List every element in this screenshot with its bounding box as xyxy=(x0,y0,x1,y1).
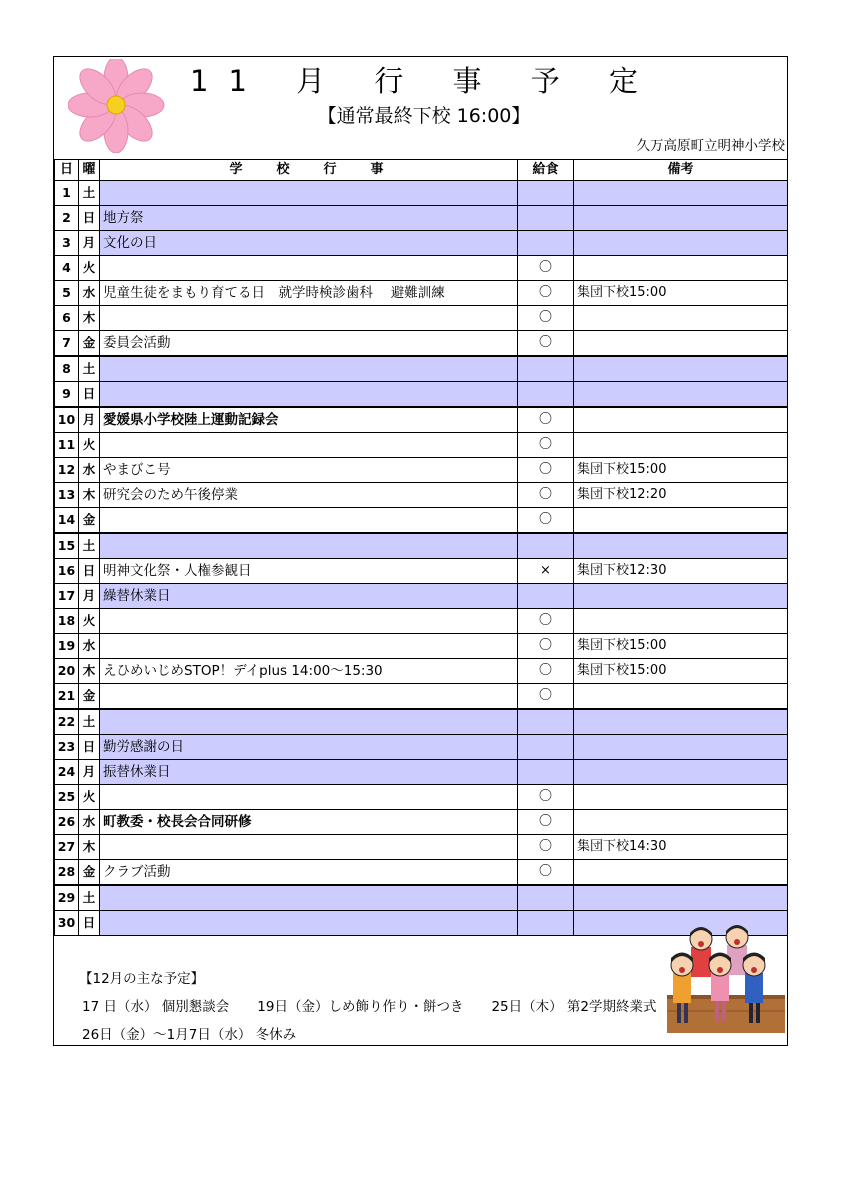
table-row xyxy=(55,382,788,408)
event-cell: 振替休業日 xyxy=(100,760,518,785)
weekday-cell: 土 xyxy=(79,533,100,559)
schedule-table xyxy=(54,159,788,936)
note-cell xyxy=(574,206,788,231)
day-cell: 19 xyxy=(55,634,79,659)
note-cell xyxy=(574,760,788,785)
note-cell xyxy=(574,508,788,534)
note-cell xyxy=(574,609,788,634)
event-cell: 地方祭 xyxy=(100,206,518,231)
event-cell: 明神文化祭・人権参観日 xyxy=(100,559,518,584)
note-cell xyxy=(574,407,788,433)
note-cell: 集団下校12:20 xyxy=(574,483,788,508)
lunch-cell: 〇 xyxy=(518,609,574,634)
day-cell: 16 xyxy=(55,559,79,584)
event-cell xyxy=(100,306,518,331)
weekday-cell: 土 xyxy=(79,181,100,206)
header-note: 備考 xyxy=(574,160,788,181)
lunch-cell: 〇 xyxy=(518,860,574,886)
day-cell: 26 xyxy=(55,810,79,835)
lunch-cell: 〇 xyxy=(518,407,574,433)
weekday-cell: 月 xyxy=(79,231,100,256)
table-row xyxy=(55,533,788,559)
weekday-cell: 日 xyxy=(79,911,100,936)
school-name: 久万高原町立明神小学校 xyxy=(636,138,785,154)
table-row xyxy=(55,860,788,886)
note-cell xyxy=(574,810,788,835)
weekday-cell: 日 xyxy=(79,382,100,408)
lunch-cell: 〇 xyxy=(518,810,574,835)
header-day: 日 xyxy=(55,160,79,181)
day-cell: 6 xyxy=(55,306,79,331)
lunch-cell: 〇 xyxy=(518,331,574,357)
footer-item: 17 日（水） 個別懇談会 xyxy=(82,999,230,1015)
note-cell xyxy=(574,331,788,357)
header-event: 学校行事 xyxy=(100,160,518,181)
weekday-cell: 水 xyxy=(79,810,100,835)
day-cell: 18 xyxy=(55,609,79,634)
footer-item: 25日（木） 第2学期終業式 xyxy=(491,999,657,1015)
day-cell: 23 xyxy=(55,735,79,760)
day-cell: 24 xyxy=(55,760,79,785)
footer-line-2: 26日（金）～1月7日（水） 冬休み xyxy=(82,1027,297,1043)
day-cell: 11 xyxy=(55,433,79,458)
event-cell xyxy=(100,181,518,206)
event-cell xyxy=(100,609,518,634)
lunch-cell: 〇 xyxy=(518,684,574,710)
footer-item: 19日（金）しめ飾り作り・餅つき xyxy=(257,999,464,1015)
day-cell: 12 xyxy=(55,458,79,483)
event-cell xyxy=(100,634,518,659)
weekday-cell: 木 xyxy=(79,659,100,684)
table-header-row xyxy=(55,160,788,181)
note-cell xyxy=(574,256,788,281)
table-row xyxy=(55,407,788,433)
table-row xyxy=(55,559,788,584)
lunch-cell xyxy=(518,533,574,559)
weekday-cell: 月 xyxy=(79,407,100,433)
lunch-cell: 〇 xyxy=(518,835,574,860)
day-cell: 3 xyxy=(55,231,79,256)
day-cell: 10 xyxy=(55,407,79,433)
note-cell xyxy=(574,684,788,710)
lunch-cell xyxy=(518,382,574,408)
weekday-cell: 水 xyxy=(79,281,100,306)
table-row xyxy=(55,306,788,331)
day-cell: 7 xyxy=(55,331,79,357)
header-lunch: 給食 xyxy=(518,160,574,181)
day-cell: 20 xyxy=(55,659,79,684)
table-row xyxy=(55,433,788,458)
weekday-cell: 土 xyxy=(79,885,100,911)
day-cell: 28 xyxy=(55,860,79,886)
weekday-cell: 金 xyxy=(79,508,100,534)
weekday-cell: 日 xyxy=(79,735,100,760)
lunch-cell xyxy=(518,735,574,760)
weekday-cell: 月 xyxy=(79,760,100,785)
day-cell: 22 xyxy=(55,709,79,735)
table-row xyxy=(55,835,788,860)
lunch-cell: 〇 xyxy=(518,458,574,483)
lunch-cell xyxy=(518,181,574,206)
weekday-cell: 水 xyxy=(79,634,100,659)
table-row xyxy=(55,206,788,231)
page-title: 11 月 行 事 予 定 xyxy=(190,64,658,98)
note-cell xyxy=(574,181,788,206)
weekday-cell: 木 xyxy=(79,306,100,331)
event-cell xyxy=(100,256,518,281)
note-cell: 集団下校15:00 xyxy=(574,659,788,684)
weekday-cell: 日 xyxy=(79,206,100,231)
table-row xyxy=(55,684,788,710)
note-cell: 集団下校15:00 xyxy=(574,634,788,659)
lunch-cell: 〇 xyxy=(518,785,574,810)
day-cell: 17 xyxy=(55,584,79,609)
event-cell: 繰替休業日 xyxy=(100,584,518,609)
day-cell: 15 xyxy=(55,533,79,559)
note-cell xyxy=(574,860,788,886)
event-cell: 文化の日 xyxy=(100,231,518,256)
lunch-cell xyxy=(518,584,574,609)
lunch-cell: 〇 xyxy=(518,508,574,534)
table-row xyxy=(55,609,788,634)
day-cell: 4 xyxy=(55,256,79,281)
event-cell: 児童生徒をまもり育てる日 就学時検診歯科 避難訓練 xyxy=(100,281,518,306)
lunch-cell xyxy=(518,206,574,231)
event-cell: 研究会のため午後停業 xyxy=(100,483,518,508)
note-cell: 集団下校15:00 xyxy=(574,281,788,306)
note-cell xyxy=(574,356,788,382)
event-cell: 委員会活動 xyxy=(100,331,518,357)
weekday-cell: 木 xyxy=(79,835,100,860)
event-cell xyxy=(100,684,518,710)
footer-line-1 xyxy=(82,995,685,1015)
table-row xyxy=(55,709,788,735)
day-cell: 2 xyxy=(55,206,79,231)
note-cell xyxy=(574,306,788,331)
lunch-cell xyxy=(518,911,574,936)
day-cell: 9 xyxy=(55,382,79,408)
event-cell: やまびこ号 xyxy=(100,458,518,483)
table-row xyxy=(55,181,788,206)
note-cell xyxy=(574,709,788,735)
lunch-cell: 〇 xyxy=(518,306,574,331)
lunch-cell: 〇 xyxy=(518,256,574,281)
day-cell: 8 xyxy=(55,356,79,382)
lunch-cell: 〇 xyxy=(518,433,574,458)
table-row xyxy=(55,508,788,534)
day-cell: 25 xyxy=(55,785,79,810)
table-row xyxy=(55,785,788,810)
day-cell: 1 xyxy=(55,181,79,206)
weekday-cell: 金 xyxy=(79,331,100,357)
table-row xyxy=(55,659,788,684)
pink-flower-icon xyxy=(68,59,168,153)
note-cell xyxy=(574,533,788,559)
day-cell: 21 xyxy=(55,684,79,710)
lunch-cell xyxy=(518,709,574,735)
footer-title: 【12月の主な予定】 xyxy=(79,971,205,987)
table-row xyxy=(55,331,788,357)
table-row xyxy=(55,483,788,508)
footer-notes xyxy=(54,953,787,1045)
event-cell: 町教委・校長会合同研修 xyxy=(100,810,518,835)
event-cell xyxy=(100,785,518,810)
note-cell: 集団下校15:00 xyxy=(574,458,788,483)
event-cell xyxy=(100,356,518,382)
weekday-cell: 火 xyxy=(79,609,100,634)
table-row xyxy=(55,885,788,911)
event-cell xyxy=(100,508,518,534)
event-cell: 勤労感謝の日 xyxy=(100,735,518,760)
lunch-cell: 〇 xyxy=(518,281,574,306)
event-cell xyxy=(100,433,518,458)
event-cell xyxy=(100,533,518,559)
weekday-cell: 月 xyxy=(79,584,100,609)
weekday-cell: 金 xyxy=(79,860,100,886)
schedule-sheet xyxy=(53,56,788,1046)
page-subtitle: 【通常最終下校 16:00】 xyxy=(317,105,531,127)
lunch-cell: 〇 xyxy=(518,483,574,508)
event-cell: クラブ活動 xyxy=(100,860,518,886)
note-cell: 集団下校14:30 xyxy=(574,835,788,860)
table-row xyxy=(55,458,788,483)
header-dow: 曜 xyxy=(79,160,100,181)
table-row xyxy=(55,356,788,382)
header xyxy=(54,57,787,159)
day-cell: 27 xyxy=(55,835,79,860)
weekday-cell: 火 xyxy=(79,433,100,458)
lunch-cell xyxy=(518,760,574,785)
lunch-cell xyxy=(518,885,574,911)
weekday-cell: 火 xyxy=(79,785,100,810)
day-cell: 29 xyxy=(55,885,79,911)
day-cell: 30 xyxy=(55,911,79,936)
event-cell xyxy=(100,835,518,860)
note-cell xyxy=(574,433,788,458)
lunch-cell: 〇 xyxy=(518,634,574,659)
children-singing-icon xyxy=(667,925,785,1033)
weekday-cell: 火 xyxy=(79,256,100,281)
table-row xyxy=(55,810,788,835)
lunch-cell xyxy=(518,356,574,382)
event-cell xyxy=(100,885,518,911)
event-cell xyxy=(100,709,518,735)
weekday-cell: 日 xyxy=(79,559,100,584)
lunch-cell xyxy=(518,231,574,256)
note-cell xyxy=(574,382,788,408)
table-row xyxy=(55,584,788,609)
day-cell: 14 xyxy=(55,508,79,534)
table-row xyxy=(55,281,788,306)
table-row xyxy=(55,760,788,785)
event-cell xyxy=(100,382,518,408)
table-row xyxy=(55,231,788,256)
weekday-cell: 水 xyxy=(79,458,100,483)
event-cell: 愛媛県小学校陸上運動記録会 xyxy=(100,407,518,433)
lunch-cell: 〇 xyxy=(518,659,574,684)
note-cell: 集団下校12:30 xyxy=(574,559,788,584)
day-cell: 5 xyxy=(55,281,79,306)
day-cell: 13 xyxy=(55,483,79,508)
table-row xyxy=(55,256,788,281)
weekday-cell: 土 xyxy=(79,709,100,735)
event-cell xyxy=(100,911,518,936)
weekday-cell: 木 xyxy=(79,483,100,508)
event-cell: えひめいじめSTOP！デイplus 14:00～15:30 xyxy=(100,659,518,684)
table-row xyxy=(55,634,788,659)
weekday-cell: 金 xyxy=(79,684,100,710)
table-row xyxy=(55,735,788,760)
weekday-cell: 土 xyxy=(79,356,100,382)
lunch-cell: × xyxy=(518,559,574,584)
note-cell xyxy=(574,584,788,609)
note-cell xyxy=(574,885,788,911)
note-cell xyxy=(574,735,788,760)
note-cell xyxy=(574,231,788,256)
note-cell xyxy=(574,785,788,810)
